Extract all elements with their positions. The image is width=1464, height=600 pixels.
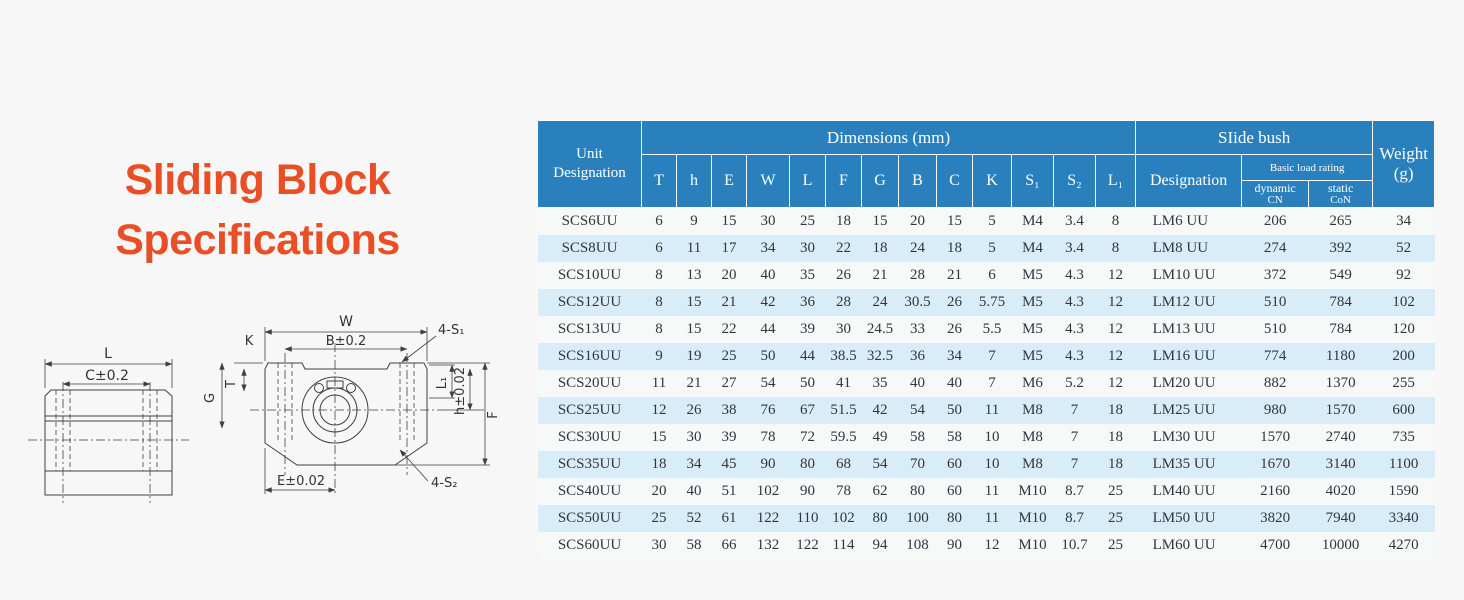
dim-cell: 54 (760, 374, 776, 391)
weight-cell: 255 (1392, 374, 1415, 391)
dim-cell: 11 (984, 401, 1000, 418)
dim-cell: 26 (686, 401, 702, 418)
dim-cell: 44 (800, 347, 815, 364)
header-dim-L1: L₁ (1096, 155, 1136, 208)
dim-cell: 50 (760, 347, 776, 364)
bush-designation-cell: LM40 UU (1152, 482, 1216, 499)
spec-table (537, 120, 1434, 559)
dim-cell: 8 (655, 293, 663, 310)
dim-cell: 8.7 (1065, 482, 1084, 499)
table-row (538, 262, 1435, 289)
dim-cell: 30 (800, 239, 815, 256)
dim-cell: 9 (690, 212, 698, 229)
dim-cell: 39 (721, 428, 737, 445)
dim-cell: 67 (800, 401, 815, 418)
dim-cell: M10 (1018, 536, 1047, 553)
dim-cell: M5 (1022, 266, 1043, 283)
side-view (28, 346, 189, 503)
dim-cell: 15 (872, 212, 888, 229)
unit-designation-cell: SCS12UU (557, 293, 622, 310)
dynamic-load-cell: 1670 (1260, 455, 1291, 472)
bush-designation-cell: LM12 UU (1152, 293, 1216, 310)
dim-C-label: C±0.2 (85, 368, 129, 384)
header-weight (1373, 121, 1435, 208)
dynamic-load-cell: 274 (1263, 239, 1287, 256)
dim-cell: M5 (1022, 320, 1043, 337)
dim-cell: 58 (686, 536, 702, 553)
dim-cell: 122 (756, 509, 780, 526)
dim-cell: 78 (836, 482, 851, 499)
dim-cell: 34 (760, 239, 776, 256)
dim-L-label: L (104, 346, 112, 362)
dim-cell: 26 (947, 320, 962, 337)
dim-cell: 12 (1108, 320, 1124, 337)
dim-cell: 3.4 (1065, 239, 1084, 256)
dim-cell: 80 (947, 509, 962, 526)
dim-cell: 12 (651, 401, 667, 418)
dim-cell: 12 (1108, 266, 1124, 283)
dim-cell: 40 (760, 266, 776, 283)
table-row (538, 235, 1435, 262)
dim-cell: 24 (910, 239, 925, 256)
dim-cell: 25 (721, 347, 737, 364)
dim-cell: 15 (721, 212, 737, 229)
dim-cell: 6 (655, 239, 663, 256)
dim-cell: 41 (836, 374, 851, 391)
unit-designation-cell: SCS16UU (557, 347, 622, 364)
dim-cell: 6 (655, 212, 663, 229)
unit-designation-cell: SCS13UU (557, 320, 622, 337)
table-row (538, 505, 1435, 532)
dim-cell: 90 (947, 536, 962, 553)
dynamic-load-cell: 4700 (1260, 536, 1291, 553)
dim-cell: 58 (947, 428, 962, 445)
header-static-con (1309, 181, 1373, 208)
dim-4S1-label: 4-S₁ (438, 323, 465, 338)
dim-cell: 61 (721, 509, 737, 526)
dim-T-label: T (224, 380, 239, 388)
header-slide-bush-group: SIide bush (1136, 121, 1373, 155)
dim-cell: 62 (872, 482, 888, 499)
header-dim-S2: S₂ (1054, 155, 1096, 208)
header-dim-h: h (677, 155, 712, 208)
static-load-cell: 4020 (1325, 482, 1356, 499)
dim-cell: 18 (651, 455, 667, 472)
dim-cell: M8 (1022, 401, 1043, 418)
dim-L1-label: L₁ (435, 376, 450, 390)
dynamic-load-cell: 372 (1263, 266, 1287, 283)
dim-cell: 11 (984, 509, 1000, 526)
dim-cell: 12 (984, 536, 1000, 553)
dim-cell: 18 (1108, 428, 1124, 445)
dim-cell: 110 (796, 509, 819, 526)
dim-cell: 39 (800, 320, 815, 337)
unit-designation-cell: SCS30UU (557, 428, 622, 445)
bush-designation-cell: LM30 UU (1152, 428, 1216, 445)
dim-cell: M5 (1022, 347, 1043, 364)
bush-designation-cell: LM35 UU (1152, 455, 1216, 472)
dynamic-load-cell: 1570 (1260, 428, 1291, 445)
dim-cell: M10 (1018, 509, 1047, 526)
static-load-cell: 1370 (1325, 374, 1356, 391)
header-static-label: static (1327, 181, 1354, 195)
unit-designation-cell: SCS60UU (557, 536, 622, 553)
dim-cell: 90 (760, 455, 776, 472)
dim-cell: 34 (947, 347, 962, 364)
dim-cell: 8 (1111, 239, 1120, 256)
dim-cell: 76 (760, 401, 776, 418)
header-dim-S1: S₁ (1012, 155, 1054, 208)
dim-cell: 30 (686, 428, 702, 445)
header-dimensions-group: Dimensions (mm) (642, 121, 1136, 155)
dynamic-load-cell: 774 (1263, 347, 1287, 364)
dim-cell: 78 (760, 428, 776, 445)
dim-cell: 66 (721, 536, 737, 553)
dim-cell: 100 (906, 509, 929, 526)
dim-cell: 22 (721, 320, 737, 337)
dim-cell: 5.5 (982, 320, 1002, 337)
dim-cell: 13 (686, 266, 702, 283)
dim-cell: 17 (721, 239, 737, 256)
dim-cell: 22 (836, 239, 851, 256)
dim-cell: 27 (721, 374, 737, 391)
header-dim-K: K (973, 155, 1012, 208)
dim-cell: 51 (721, 482, 737, 499)
dim-cell: 5.75 (978, 293, 1006, 310)
table-row (538, 532, 1435, 559)
dim-cell: M5 (1022, 293, 1043, 310)
static-load-cell: 10000 (1321, 536, 1360, 553)
dynamic-load-cell: 980 (1263, 401, 1287, 418)
dim-cell: 20 (651, 482, 667, 499)
dim-cell: 51.5 (830, 401, 857, 418)
header-dim-C: C (937, 155, 973, 208)
dim-cell: 28 (836, 293, 851, 310)
dim-cell: 25 (1108, 482, 1124, 499)
dim-cell: 72 (800, 428, 815, 445)
bush-designation-cell: LM6 UU (1152, 212, 1209, 229)
weight-cell: 1590 (1388, 482, 1419, 499)
table-row (538, 289, 1435, 316)
dim-cell: 94 (872, 536, 888, 553)
dim-cell: 18 (1108, 401, 1124, 418)
dim-cell: M8 (1022, 428, 1043, 445)
dim-cell: 4.3 (1065, 320, 1084, 337)
dim-F-label: F (486, 411, 501, 419)
dim-cell: 7 (1070, 428, 1079, 445)
dim-h-label: h±0.02 (453, 366, 468, 416)
table-row (538, 370, 1435, 397)
dim-cell: 8.7 (1065, 509, 1084, 526)
static-load-cell: 784 (1329, 320, 1352, 337)
dim-cell: 21 (686, 374, 702, 391)
bush-designation-cell: LM20 UU (1152, 374, 1216, 391)
bush-designation-cell: LM25 UU (1152, 401, 1216, 418)
table-row (538, 316, 1435, 343)
weight-cell: 4270 (1388, 536, 1419, 553)
dim-cell: 20 (910, 212, 925, 229)
dim-cell: 9 (655, 347, 663, 364)
dim-cell: 26 (836, 266, 851, 283)
dim-cell: 102 (756, 482, 780, 499)
unit-designation-cell: SCS50UU (557, 509, 622, 526)
dim-cell: 10.7 (1061, 536, 1088, 553)
dim-cell: 24 (872, 293, 888, 310)
dim-cell: 8 (655, 266, 663, 283)
dim-cell: 102 (832, 509, 855, 526)
dim-cell: 3.4 (1065, 212, 1084, 229)
dim-cell: 7 (988, 374, 996, 391)
dim-cell: 32.5 (866, 347, 894, 364)
dim-cell: 12 (1108, 293, 1124, 310)
dim-cell: 11 (984, 482, 1000, 499)
dim-cell: 54 (910, 401, 925, 418)
unit-designation-cell: SCS40UU (557, 482, 622, 499)
table-row (538, 478, 1435, 505)
weight-cell: 200 (1392, 347, 1415, 364)
weight-cell: 92 (1396, 266, 1412, 283)
dim-cell: 44 (760, 320, 776, 337)
dynamic-load-cell: 2160 (1260, 482, 1291, 499)
front-view (203, 314, 501, 494)
page-title-line1: Sliding Block (124, 156, 391, 204)
dynamic-load-cell: 206 (1263, 212, 1287, 229)
dim-cell: 6 (988, 266, 996, 283)
dim-cell: 60 (947, 482, 962, 499)
weight-cell: 52 (1396, 239, 1412, 256)
header-dynamic-cn (1242, 181, 1309, 208)
dim-cell: M8 (1022, 455, 1043, 472)
header-static-unit: CoN (1330, 193, 1351, 206)
dim-cell: 114 (832, 536, 855, 553)
dim-cell: 60 (947, 455, 962, 472)
bush-designation-cell: LM60 UU (1152, 536, 1216, 553)
bush-designation-cell: LM50 UU (1152, 509, 1216, 526)
dim-cell: 18 (947, 239, 962, 256)
dynamic-load-cell: 510 (1263, 293, 1287, 310)
dim-cell: 12 (1108, 374, 1124, 391)
dim-cell: 50 (947, 401, 962, 418)
table-row (538, 208, 1435, 235)
dim-cell: 70 (910, 455, 925, 472)
header-basic-load-rating: Basic load rating (1242, 155, 1373, 181)
table-row (538, 397, 1435, 424)
table-row (538, 451, 1435, 478)
dim-cell: 28 (910, 266, 925, 283)
dynamic-load-cell: 882 (1263, 374, 1287, 391)
dim-cell: 33 (910, 320, 925, 337)
table-row (538, 424, 1435, 451)
header-dim-B: B (899, 155, 937, 208)
dim-cell: 11 (686, 239, 702, 256)
header-weight-unit: (g) (1393, 164, 1414, 184)
header-dim-L: L (790, 155, 826, 208)
dim-cell: 7 (1070, 455, 1079, 472)
dim-cell: 10 (984, 428, 1000, 445)
header-dynamic-label: dynamic (1254, 181, 1296, 195)
dim-cell: 25 (1108, 509, 1124, 526)
dim-cell: 15 (947, 212, 962, 229)
dim-cell: 108 (906, 536, 929, 553)
static-load-cell: 1180 (1325, 347, 1356, 364)
unit-designation-cell: SCS25UU (557, 401, 622, 418)
header-unit-designation: Unit Designation (538, 121, 642, 208)
unit-designation-cell: SCS6UU (561, 212, 618, 229)
header-dim-W: W (747, 155, 790, 208)
dim-cell: 5 (988, 212, 996, 229)
dynamic-load-cell: 510 (1263, 320, 1287, 337)
dim-cell: 38 (721, 401, 737, 418)
bush-designation-cell: LM16 UU (1152, 347, 1216, 364)
dim-cell: 12 (1108, 347, 1124, 364)
dim-cell: 21 (721, 293, 737, 310)
dim-cell: 80 (872, 509, 888, 526)
dim-cell: 42 (760, 293, 776, 310)
dim-cell: 7 (1070, 401, 1079, 418)
header-weight-label: Weight (1379, 143, 1428, 163)
weight-cell: 600 (1392, 401, 1415, 418)
header-dynamic-unit: CN (1267, 193, 1283, 206)
dim-cell: 21 (947, 266, 962, 283)
unit-designation-cell: SCS8UU (561, 239, 618, 256)
dim-cell: 49 (872, 428, 888, 445)
dim-cell: 18 (1108, 455, 1124, 472)
dim-cell: 15 (651, 428, 667, 445)
dim-cell: 30 (651, 536, 667, 553)
dim-cell: 30 (836, 320, 851, 337)
dim-cell: 7 (988, 347, 996, 364)
static-load-cell: 784 (1329, 293, 1352, 310)
dim-cell: 15 (686, 320, 702, 337)
dim-cell: 36 (910, 347, 925, 364)
dim-cell: 25 (651, 509, 667, 526)
dim-cell: 52 (686, 509, 702, 526)
bush-designation-cell: LM13 UU (1152, 320, 1216, 337)
weight-cell: 3340 (1388, 509, 1419, 526)
dim-cell: 80 (800, 455, 815, 472)
dim-cell: 122 (796, 536, 819, 553)
dim-cell: 18 (836, 212, 851, 229)
dim-cell: 35 (872, 374, 888, 391)
dim-cell: 50 (800, 374, 815, 391)
dim-cell: 11 (651, 374, 667, 391)
dim-cell: 4.3 (1065, 293, 1084, 310)
header-dim-T: T (642, 155, 677, 208)
bush-designation-cell: LM8 UU (1152, 239, 1209, 256)
static-load-cell: 3140 (1325, 455, 1356, 472)
weight-cell: 735 (1392, 428, 1415, 445)
header-dim-G: G (862, 155, 899, 208)
spec-table-body (538, 208, 1435, 559)
dim-cell: 40 (947, 374, 962, 391)
dim-cell: 25 (1108, 536, 1124, 553)
weight-cell: 1100 (1388, 455, 1419, 472)
dim-cell: 59.5 (830, 428, 857, 445)
page-title (60, 150, 455, 270)
header-bush-designation: Designation (1136, 155, 1242, 208)
static-load-cell: 392 (1329, 239, 1352, 256)
static-load-cell: 549 (1329, 266, 1352, 283)
dim-cell: 34 (686, 455, 702, 472)
dim-cell: 68 (836, 455, 851, 472)
dim-K-label: K (244, 334, 254, 349)
dim-E-label: E±0.02 (276, 474, 326, 489)
dim-cell: 35 (800, 266, 815, 283)
dim-cell: 15 (686, 293, 702, 310)
dim-cell: 30.5 (904, 293, 931, 310)
dim-G-label: G (203, 392, 218, 404)
dim-cell: 8 (1111, 212, 1120, 229)
dim-W-label: W (339, 314, 353, 330)
dim-cell: 36 (800, 293, 815, 310)
dim-cell: 26 (947, 293, 962, 310)
dim-cell: 5.2 (1065, 374, 1084, 391)
dim-cell: M6 (1022, 374, 1043, 391)
dim-cell: M10 (1018, 482, 1047, 499)
unit-designation-cell: SCS10UU (557, 266, 622, 283)
static-load-cell: 1570 (1325, 401, 1356, 418)
dim-cell: 21 (872, 266, 888, 283)
dim-B-label: B±0.2 (325, 334, 367, 349)
dim-4S2-label: 4-S₂ (431, 476, 458, 491)
dim-cell: 90 (800, 482, 815, 499)
dim-cell: 30 (760, 212, 776, 229)
dim-cell: 54 (872, 455, 888, 472)
table-row (538, 343, 1435, 370)
static-load-cell: 265 (1329, 212, 1352, 229)
unit-designation-cell: SCS20UU (557, 374, 622, 391)
dim-cell: 20 (721, 266, 737, 283)
dim-cell: 5 (988, 239, 996, 256)
dim-cell: 38.5 (830, 347, 857, 364)
weight-cell: 102 (1392, 293, 1415, 310)
dim-cell: 24.5 (866, 320, 894, 337)
dim-cell: M4 (1022, 212, 1043, 229)
header-dim-E: E (712, 155, 747, 208)
static-load-cell: 7940 (1325, 509, 1356, 526)
dim-cell: 4.3 (1065, 266, 1084, 283)
dim-cell: 10 (984, 455, 1000, 472)
dynamic-load-cell: 3820 (1260, 509, 1291, 526)
static-load-cell: 2740 (1325, 428, 1356, 445)
page-title-line2: Specifications (115, 216, 400, 264)
dim-cell: 132 (756, 536, 780, 553)
dim-cell: 8 (655, 320, 663, 337)
unit-designation-cell: SCS35UU (557, 455, 622, 472)
dim-cell: 4.3 (1065, 347, 1084, 364)
dim-cell: 18 (872, 239, 888, 256)
dim-cell: 25 (800, 212, 815, 229)
weight-cell: 34 (1396, 212, 1412, 229)
technical-drawing (22, 303, 522, 553)
header-dim-F: F (826, 155, 862, 208)
weight-cell: 120 (1392, 320, 1415, 337)
dim-cell: 45 (721, 455, 737, 472)
dim-cell: 40 (686, 482, 702, 499)
bush-designation-cell: LM10 UU (1152, 266, 1216, 283)
dim-cell: 42 (872, 401, 888, 418)
dim-cell: 80 (910, 482, 925, 499)
dim-cell: 40 (910, 374, 925, 391)
dim-cell: M4 (1022, 239, 1043, 256)
dim-cell: 58 (910, 428, 925, 445)
dim-cell: 19 (686, 347, 702, 364)
